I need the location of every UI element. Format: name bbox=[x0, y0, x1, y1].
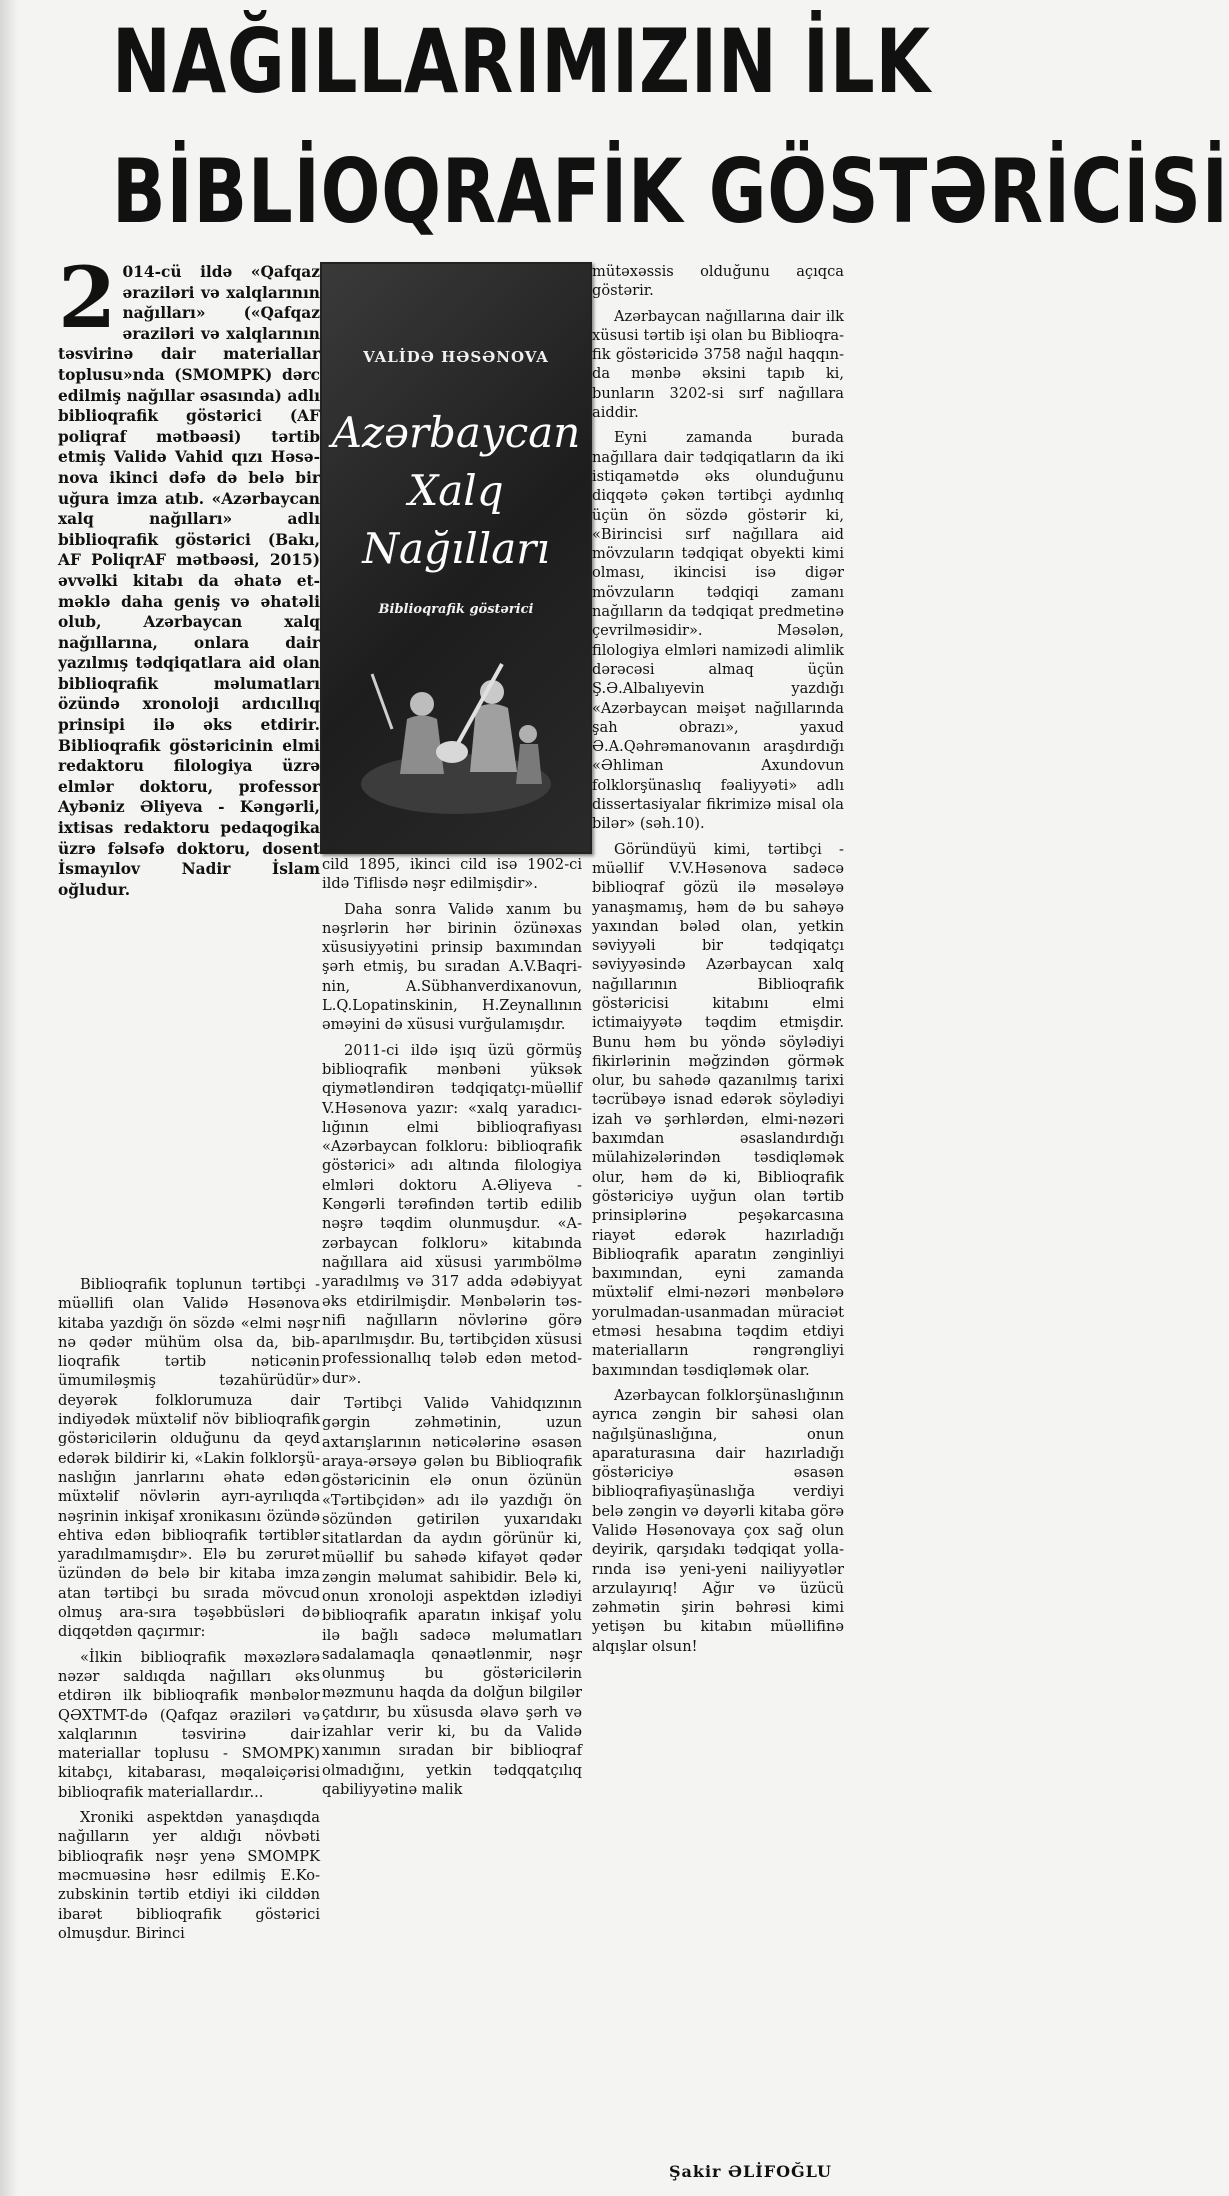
column-c-paragraph-5: Azərbaycan folklorşünaslığının ayrıca zəngin bir sahəsi olan nağılşünaslığına, onun aparaturasına dair hazırladığı göstəriciyə əsasən biblioqrafiyaşünaslığa verdiyi belə zəngin və dəyərli kitaba görə Validə Həsənovaya çox sağ olun deyirik, qarşıdakı tədqiqat yollarında isə yeni-yeni nailiyyətlər arzulayırıq! Ağır və üzücü zəhmətin şirin bəhrəsi kimi yetişən bu kitabın müəllifinə alqışlar olsun! bbox=[592, 1386, 844, 1655]
column-c-paragraph-1: mütəxəssis olduğunu açıqca göstərir. bbox=[592, 263, 844, 300]
headline-line-2: BİBLİOQRAFİK GÖSTƏRİCİSİ bbox=[112, 140, 1229, 243]
column-a-paragraph-3: Xroniki aspektdən yanaşdıqda nağılların yer aldığı növbəti biblioqrafik nəşr yenə SMOMPK məcmuəsinə həsr edilmiş E.Kozubskinin tərtib etdiyi iki cilddən ibarət biblioqrafik göstərici olmuşdur. Birinci bbox=[58, 1809, 320, 1942]
book-title-line-1: Azərbaycan bbox=[331, 408, 581, 457]
lead-text: 014-cü ildə «Qafqaz əraziləri və xalqlarının nağılları» («Qafqaz əraziləri və xalqlarının təsvirinə dair materiallar toplusu»nda (SMOMPK) dərc edilmiş nağıllar əsasında) adlı biblioqrafik göstərici (AF poliqraf mətbəəsi) tərtib etmiş Validə Vahid qızı Həsənova ikinci dəfə də belə bir uğura imza atıb. «Azərbaycan xalq nağılları» adlı biblioqrafik göstərici (Bakı, AF PoliqrAF mətbəəsi, 2015) əvvəlki kitabı da əhatə etməklə daha geniş və əhatəli olub, Azərbaycan xalq nağıllarına, onlara dair yazılmış tədqiqatlara aid olan biblioqrafik məlumatları özündə xronoloji ardıcıllıq prinsipi ilə əks etdirir. Biblioqrafik göstəricinin elmi redaktoru filologiya üzrə elmlər doktoru, professor Aybəniz Əliyeva - Kəngərli, ixtisas redaktoru pedaqogika üzrə fəlsəfə doktoru, dosent İsmayılov Nadir İslam oğludur. bbox=[58, 263, 320, 899]
column-c-paragraph-2: Azərbaycan nağıllarına dair ilk xüsusi tərtib işi olan bu Biblioqrafik göstəricidə 3758 nağıl haqqında mənbə əksini tapıb ki, bunların 3202-si sırf nağıllara aiddir. bbox=[592, 307, 844, 422]
musicians-illustration bbox=[352, 634, 560, 824]
book-subtitle: Biblioqrafik göstərici bbox=[378, 602, 534, 617]
dropcap: 2 bbox=[58, 248, 117, 347]
lead-paragraph bbox=[58, 248, 320, 900]
column-b-paragraph-4: Tərtibçi Validə Vahidqızının gərgin zəhmətinin, uzun axtarışlarının nəticələrinə əsasən araya-ərsəyə gələn bu Biblioqrafik göstəricinin elə onun özünün «Tərtibçidən» adı ilə yazdığı ön sözündən gətirilən yuxarıdakı sitatlardan da aydın görünür ki, müəllif bu sahədə kifayət qədər zəngin məlumat sahibidir. Belə ki, onun xronoloji aspektdən izlədiyi biblioqrafik aparatın inkişaf yolu ilə bağlı sadəcə məlumatları sadalamaqla qənaətlənmir, nəşr olunmuş bu göstəricilərin məzmunu haqda da dolğun bilgilər çatdırır, bu xüsusda əlavə şərh və izahlar verir ki, bu da Validə xanımın sıradan bir biblioqraf olmadığını, yetkin tədqqatçılıq qabiliyyətinə malik bbox=[322, 1395, 582, 1798]
column-b-paragraph-3: 2011-ci ildə işıq üzü görmüş biblioqrafik mənbəni yüksək qiymətləndirən tədqiqatçı-müəllif V.Həsənova yazır: «xalq yaradıcılığının elmi biblioqrafiyası «Azərbaycan folkloru: biblioqrafik göstərici» adı altında filologiya elmləri doktoru A.Əliyeva - Kəngərli tərəfindən tərtib edilib nəşrə təqdim olunmuşdur. «Azərbaycan folkloru» kitabında nağıllara aid xüsusi yarımbölmə yaradılmış və 317 adda ədəbiyyat əks etdirilmişdir. Mənbələrin təsnifi nağılların növlərinə görə aparılmışdır. Bu, tərtibçidən xüsusi professionallıq tələb edən metoddur». bbox=[322, 1041, 582, 1387]
column-c-paragraph-3: Eyni zamanda burada nağıllara dair tədqiqatların da iki istiqamətdə əks olunduğunu diqqətə çəkən tərtibçi aydınlıq üçün ön sözdə göstərir ki, «Birincisi sırf nağıllara aid mövzuların tədqiqat obyekti kimi olması, ikincisi isə digər mövzuların tədqiqi zamanı nağılların da tədqiqat predmetinə çevrilməsidir». Məsələn, filologiya elmləri namizədi alimlik dərəcəsi almaq üçün Ş.Ə.Albalıyevin yazdığı «Azərbaycan məişət nağıllarında şah obrazı», yaxud Ə.A.Qəhrəmanovanın araşdırdığı «Əhliman Axundovun folklorşünaslıq fəaliyyəti» adlı dissertasiyalar fikrimizə misal ola bilər» (səh.10). bbox=[592, 429, 844, 833]
article-column-middle bbox=[322, 855, 582, 1805]
book-author: VALİDƏ HƏSƏNOVA bbox=[363, 348, 549, 366]
article-column-left bbox=[58, 1275, 320, 1949]
book-title bbox=[322, 404, 590, 578]
column-b-paragraph-2: Daha sonra Validə xanım bu nəşrlərin hər birinin özünəxas xüsusiyyətini prinsip baxımından şərh etmiş, bu sıradan A.V.Baqrinin, A.Sübhanverdixanovun, L.Q.Lopatinskinin, H.Zeynallının əməyini də xüsusi vurğulamışdır. bbox=[322, 900, 582, 1034]
headline-line-1: NAĞILLARIMIZIN İLK bbox=[112, 10, 931, 113]
book-cover-image bbox=[320, 262, 592, 854]
page-left-edge bbox=[0, 0, 18, 2196]
column-a-paragraph-1: Biblioqrafik toplunun tərtibçi - müəllifi olan Validə Həsənova kitaba yazdığı ön sözdə «elmi nəşr nə qədər mühüm olsa da, biblioqrafik tərtib nəticənin ümumiləşmiş təzahürüdür» deyərək folklorumuza dair indiyədək müxtəlif növ biblioqrafik göstəricilərin olduğunu da qeyd edərək bildirir ki, «Lakin folklorşünaslığın janrlarını əhatə edən müxtəlif növlərin ayrı-ayrılıqda nəşrinin inkişaf xronikasını özündə ehtiva edən biblioqrafik tərtiblər yaradılmamışdır». Elə bu zərurət üzündən də belə bir kitaba imza atan tərtibçi bu sırada mövcud olmuş ara-sıra təşəbbüsləri də diqqətdən qaçırmır: bbox=[58, 1276, 320, 1641]
author-signature: Şakir ƏLİFOĞLU bbox=[668, 2162, 832, 2181]
book-title-line-3: Nağılları bbox=[362, 524, 550, 573]
column-a-paragraph-2: «İlkin biblioqrafik məxəzlərə nəzər saldıqda nağılları əks etdirən ilk biblioqrafik mənbəlor QƏXTMT-də (Qafqaz əraziləri və xalqlarının təsvirinə dair materiallar toplusu - SMOMPK) kitabçı, kitabarası, məqaləiçərisi biblioqrafik materiallardır... bbox=[58, 1648, 320, 1801]
book-title-line-2: Xalq bbox=[408, 466, 504, 515]
column-c-paragraph-4: Göründüyü kimi, tərtibçi - müəllif V.V.Həsənova sadəcə biblioqraf gözü ilə məsələyə yanaşmamış, həm də bu sahəyə yaxından bələd olan, yetkin səviyyəli bir tədqiqatçı səviyyəsində Azərbaycan xalq nağıllarının Biblioqrafik göstəricisi kitabını elmi ictimaiyyətə təqdim etmişdir. Bunu həm bu yöndə söylədiyi fikirlərinin məğzindən görmək olur, bu sahədə qazanılmış tarixi təcrübəyə isnad edərək söylədiyi izah və şərhlərdən, elmi-nəzəri baxımdan əsaslandırdığı mülahizələrindən təsdiqləmək olur, həm də ki, Biblioqrafik göstəriciyə uyğun olan tərtib prinsiplərinə peşəkarcasına riayət edərək hazırladığı Biblioqrafik aparatın zənginliyi baxımından, eyni zamanda müxtəlif elmi-nəzəri mənbələrə yorulmadan-usanmadan müraciət etməsi hesabına təqdim etdiyi materialların rəngrəngliyi baxımından təsdiqləmək olar. bbox=[592, 840, 844, 1379]
article-column-right bbox=[592, 262, 844, 1662]
column-b-paragraph-1: cild 1895, ikinci cild isə 1902-ci ildə Tiflisdə nəşr edilmişdir». bbox=[322, 856, 582, 893]
